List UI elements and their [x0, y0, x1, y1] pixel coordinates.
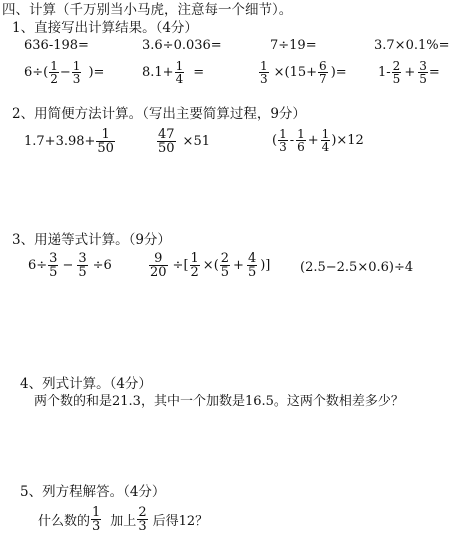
expr-text: ×(15+: [273, 65, 318, 80]
problem-1-6: [142, 60, 204, 85]
problem-3-1: [28, 252, 112, 279]
fraction: $\frac{2}{5}$: [220, 251, 230, 280]
fraction: $\frac{1}{50}$: [97, 127, 114, 156]
problem-1-1: 636-198=: [24, 38, 89, 53]
expr-text: 8.1+: [142, 65, 174, 80]
fraction: $\frac{1}{4}$: [321, 127, 330, 154]
expr-text: =: [428, 65, 440, 80]
expr-text: )×12: [331, 133, 364, 148]
operator: -: [289, 133, 295, 148]
section-4-question: 两个数的和是21.3，其中一个加数是16.5。这两个数相差多少？: [34, 394, 404, 409]
operator: −: [59, 65, 71, 80]
expr-text: ÷6: [92, 258, 112, 273]
section-5-question: [38, 506, 208, 533]
problem-3-3: (2.5−2.5×0.6)÷4: [300, 260, 414, 275]
operator: +: [307, 133, 319, 148]
expr-text: )=: [88, 65, 105, 80]
problem-1-8: [378, 60, 440, 85]
problem-1-7: [258, 60, 347, 85]
section-5-heading: 5、列方程解答。（4分）: [20, 484, 166, 500]
fraction: $\frac{1}{3}$: [260, 59, 268, 86]
problem-2-2: [156, 128, 210, 155]
problem-2-1: [24, 128, 116, 155]
fraction: $\frac{9}{20}$: [150, 251, 167, 280]
expr-text: )=: [330, 65, 347, 80]
fraction: $\frac{47}{50}$: [158, 127, 175, 156]
expr-text: 1-: [378, 65, 391, 80]
fraction: $\frac{1}{2}$: [50, 59, 58, 86]
fraction: $\frac{1}{6}$: [297, 127, 305, 154]
problem-1-5: [24, 60, 104, 85]
expr-text: =: [193, 65, 205, 80]
fraction: $\frac{1}{3}$: [279, 127, 287, 154]
operator: +: [404, 65, 416, 80]
problem-1-4: 3.7×0.1%=: [374, 38, 450, 53]
expr-text: (: [272, 133, 278, 148]
fraction: $\frac{1}{2}$: [190, 251, 199, 280]
section-1-heading: 1、直接写出计算结果。（4分）: [12, 20, 198, 36]
expr-text: 后得12？: [152, 514, 209, 529]
fraction: $\frac{1}{3}$: [72, 59, 81, 86]
expr-text: 6÷(: [24, 65, 49, 80]
expr-text: 加上: [110, 514, 137, 529]
fraction: $\frac{3}{5}$: [78, 251, 87, 280]
operator: −: [62, 258, 74, 273]
fraction: $\frac{2}{5}$: [392, 59, 401, 86]
fraction: $\frac{1}{3}$: [92, 505, 101, 534]
fraction: $\frac{6}{7}$: [319, 59, 327, 86]
problem-1-2: 3.6÷0.036=: [142, 38, 222, 53]
fraction: $\frac{3}{5}$: [419, 59, 427, 86]
section-4-heading: 4、列式计算。（4分）: [20, 376, 152, 392]
expr-text: )]: [260, 258, 271, 273]
fraction: $\frac{4}{5}$: [247, 251, 257, 280]
problem-3-2: [148, 252, 270, 279]
expr-text: ×51: [182, 134, 210, 149]
expr-text: ×(: [202, 258, 219, 273]
fraction: $\frac{1}{4}$: [175, 59, 184, 86]
fraction: $\frac{2}{3}$: [138, 505, 147, 534]
problem-2-3: [272, 128, 364, 153]
section-2-heading: 2、用简便方法计算。（写出主要简算过程，9分）: [12, 106, 306, 122]
expr-text: 6÷: [28, 258, 48, 273]
fraction: $\frac{3}{5}$: [49, 251, 58, 280]
expr-text: 1.7+3.98+: [24, 134, 96, 149]
expr-text: 什么数的: [38, 514, 91, 529]
problem-1-3: 7÷19=: [270, 38, 317, 53]
page-title: 四、计算（千万别当小马虎，注意每一个细节）。: [2, 2, 293, 18]
expr-text: ÷[: [172, 258, 189, 273]
operator: +: [233, 258, 244, 273]
section-3-heading: 3、用递等式计算。（9分）: [12, 232, 171, 248]
